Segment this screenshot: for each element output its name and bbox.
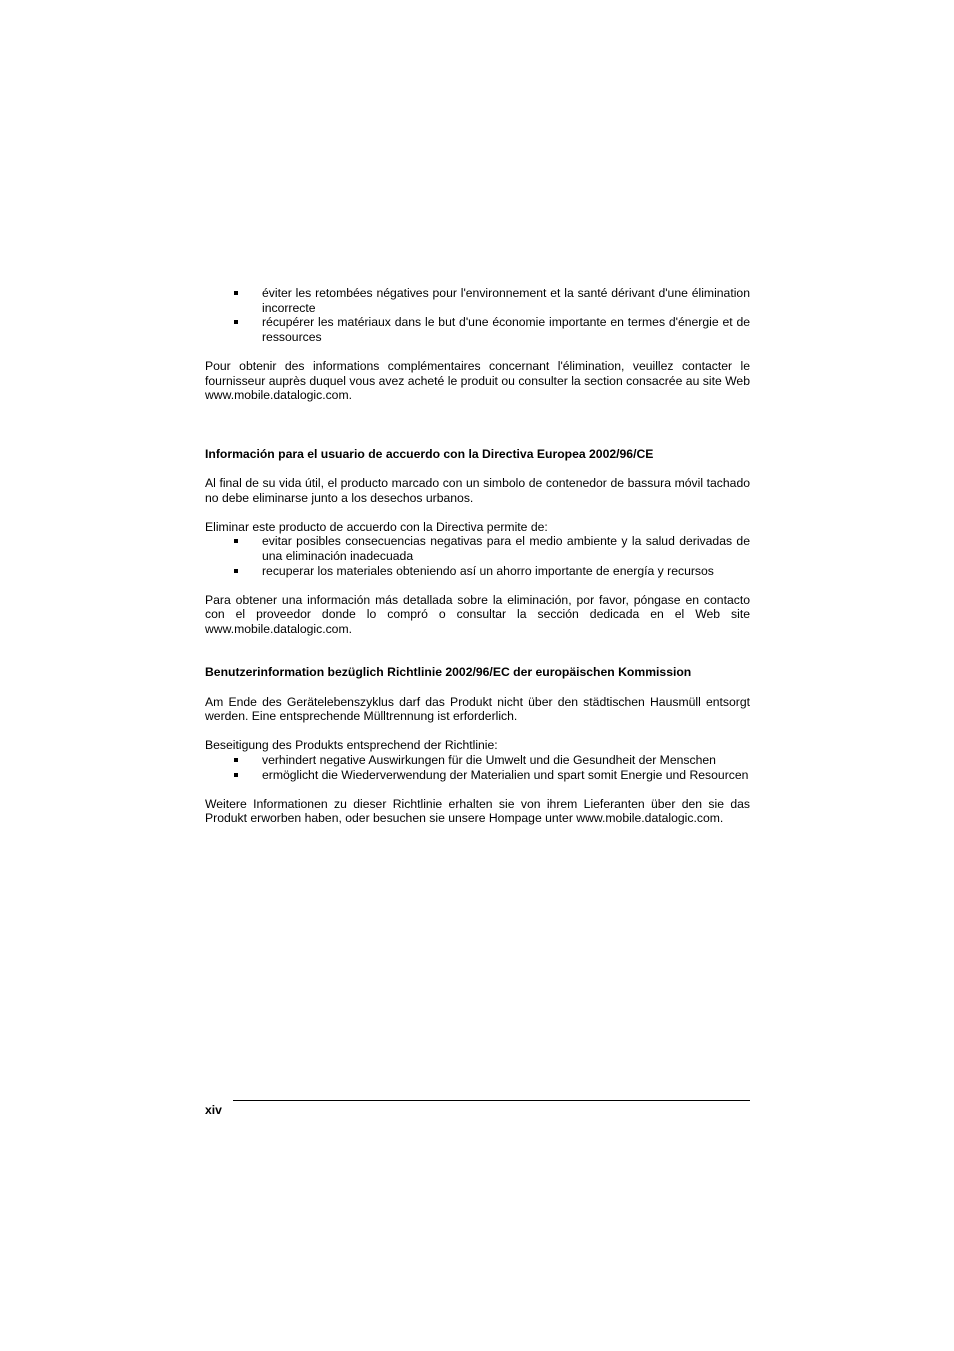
- footer-rule: [233, 1100, 750, 1101]
- de-intro: Beseitigung des Produkts entsprechend der Richtlinie:: [205, 738, 498, 753]
- es-intro: Eliminar este producto de accuerdo con la Directiva permite de:: [205, 519, 548, 534]
- es-paragraph-2: Para obtener una información más detallada sobre la eliminación, por favor, póngase en contacto con el proveedor donde lo compró o consultar la sección dedicada en el Web site www.mobile.datalogic.com.: [205, 592, 750, 636]
- es-paragraph-1: Al final de su vida útil, el producto marcado con un simbolo de contenedor de bassura móvil tachado no debe eliminarse junto a los desechos urbanos.: [205, 475, 750, 505]
- de-heading: Benutzerinformation bezüglich Richtlinie 2002/96/EC der europäischen Kommission: [205, 665, 692, 680]
- bullet-square-icon: [234, 539, 238, 543]
- list-item: [205, 286, 750, 315]
- bullet-square-icon: [234, 569, 238, 573]
- es-heading: Información para el usuario de accuerdo con la Directiva Europea 2002/96/CE: [205, 446, 654, 461]
- list-item-text: evitar posibles consecuencias negativas para el medio ambiente y la salud derivadas de una eliminación inadecuada: [262, 534, 750, 563]
- bullet-square-icon: [234, 291, 238, 295]
- page-content: [205, 286, 750, 826]
- bullet-square-icon: [234, 758, 238, 762]
- list-item: [205, 564, 750, 579]
- de-paragraph-1: Am Ende des Gerätelebenszyklus darf das Produkt nicht über den städtischen Hausmüll entsorgt werden. Eine entsprechende Mülltrennung ist erforderlich.: [205, 694, 750, 724]
- list-item: [205, 768, 750, 783]
- bullet-square-icon: [234, 773, 238, 777]
- es-bullet-list: [205, 534, 750, 578]
- list-item-text: éviter les retombées négatives pour l'environnement et la santé dérivant d'une élimination incorrecte: [262, 286, 750, 315]
- de-bullet-list: [205, 753, 750, 782]
- de-paragraph-2: Weitere Informationen zu dieser Richtlinie erhalten sie von ihrem Lieferanten über den sie das Produkt erworben haben, oder besuchen sie unsere Hompage unter www.mobile.datalogic.com.: [205, 796, 750, 826]
- list-item-text: récupérer les matériaux dans le but d'une économie importante en termes d'énergie et de ressources: [262, 315, 750, 344]
- list-item-text: verhindert negative Auswirkungen für die Umwelt und die Gesundheit der Menschen: [262, 753, 716, 768]
- page-number: xiv: [205, 1103, 222, 1117]
- list-item: [205, 534, 750, 563]
- fr-paragraph: Pour obtenir des informations complémentaires concernant l'élimination, veuillez contacter le fournisseur auprès duquel vous avez acheté le produit ou consulter la section consacrée au site Web www.mobile.datalogic.com.: [205, 358, 750, 403]
- list-item: [205, 315, 750, 344]
- list-item-text: ermöglicht die Wiederverwendung der Materialien und spart somit Energie und Resourcen: [262, 767, 749, 782]
- list-item-text: recuperar los materiales obteniendo así un ahorro importante de energía y recursos: [262, 563, 714, 578]
- list-item: [205, 753, 750, 768]
- bullet-square-icon: [234, 320, 238, 324]
- fr-bullet-list: [205, 286, 750, 344]
